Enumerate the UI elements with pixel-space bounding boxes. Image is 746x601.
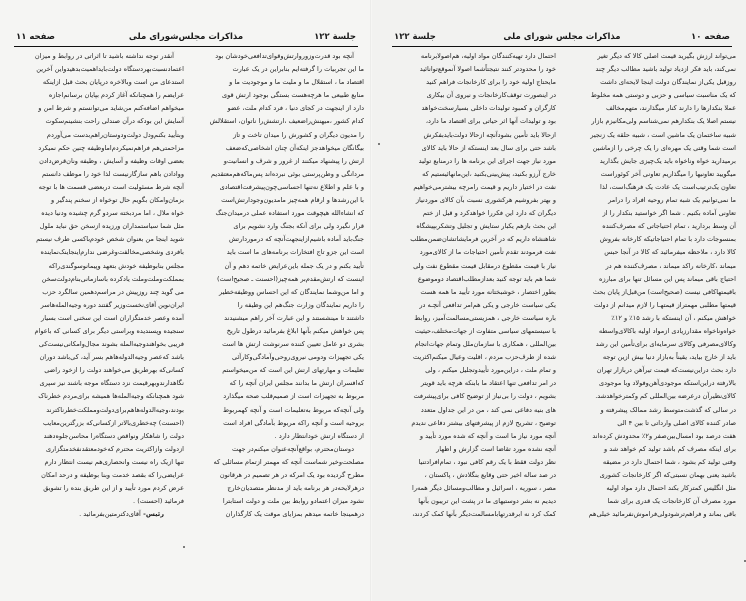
text-column-right [196, 50, 364, 521]
text-line: عرض کردم مورد تأیید و از این طریق بنده را تشویق [43, 484, 184, 493]
text-line: مردانگی و وطن‌پرستی بوئی نبرده‌اند پس‌ما‌که‌هم‌معتقدیم [210, 169, 364, 178]
text-line: در اینصورت توقف‌کارخانجات و نیروی آن بیکاری [426, 91, 556, 100]
page-header [14, 30, 358, 47]
text-line: مربوط به تجهیزات است از صمیم‌قلب صحه میگذارد [223, 392, 364, 401]
speaker-line [12, 508, 184, 521]
text-line: بزمان‌وامکان بگویم حال توخواه از سخنم پندگیر و [50, 196, 184, 205]
text-line: شوید اینجا من بعنوان شخص خودم‌باکسی طرف نیستم [36, 235, 184, 244]
text-line: صادر کننده کالای اصلی وارداتی تا بین ۴ الی [617, 418, 736, 427]
text-line: است شما وقتی یک مهره‌ای را یک چرخی را ازماشین [592, 143, 736, 152]
text-line: مصر ، سوریه ، اسرائیل و مطالب‌ومسائل دیگر همه‌را [412, 484, 556, 493]
text-line: شود همچنانکه وجیه‌المله‌ها همیشه برای‌مردم خطرناک [38, 392, 184, 401]
text-line: احتیاج باقی میماند پس این مسائل تنها برای مبارزه [599, 274, 736, 283]
text-line: روزقبل یکی‌از نمایندگان دولت اینجا لایحه‌ای داشت [600, 78, 736, 87]
text-line: آنچه بود قدرت‌وزورو‌ارتش‌وقوای‌تدافعی‌خودشان بود [215, 52, 354, 60]
text-line: مورد نیاز جهت اجرای این برنامه ها را درمنابع تولید [418, 156, 556, 165]
text-line: تعاونی آماده بکنیم . شما اگر خواستید بنکدار را از [602, 209, 736, 218]
text-line: را مدیون دیگران و کشورش را میدان تاخت و تاز [233, 130, 364, 139]
text-line: عرایضی‌را که بقصد خدمت وبنا بوظیفه و درحد امکان [41, 471, 184, 479]
scan-speck [378, 143, 380, 145]
text-line: ازدولت وازاکثریت محترم که‌خودمعتقد‌نفخدمتگزاری [46, 444, 184, 453]
text-line: بین‌المللی ، همکاری با سازمان‌ملل وتمام جهات‌انجام [414, 340, 556, 349]
text-line: نمی‌کند، باید فکر ازدیاد تولید باشید مطالب دیگر چند [595, 65, 736, 74]
text-line: دیگران که دارد این فکررا خواهدکرد و قبل از ختم [422, 209, 556, 218]
text-line: نظر دولت فقط با یک رقم کافی نبود ، تمام‌افرادتنیا [418, 457, 556, 466]
text-line: فریبی بخواهندوجیه‌المله بشوند مجال‌وامکانی‌نیست‌کی [38, 340, 184, 349]
text-line: درهمینجا خاتمه میدهم بمزایای موقت یک کارگذاران [225, 510, 364, 519]
text-line: عملا بنکدارها را دارند کنار میگذارند، متهم‌مخالف [606, 104, 736, 113]
text-line: اینست که ارتش‌مقدم‌بر همه‌چیز(احسنت ـ صحیح‌است) [216, 274, 364, 283]
text-line: از دستگاه ارتش خودانتظار دارد . [274, 431, 364, 440]
text-line: ما این تجربیات را گرفته‌ایم بنابراین در یک عبارت [232, 65, 364, 74]
speaker-text: آقای‌دکترمتین‌بفرمائید . [79, 510, 141, 519]
text-line: وکالای‌مصرفی وکالای سرمایه‌ای برای‌تأمین این رشد [595, 340, 736, 349]
text-line: مثل انگلیس کمترکار بکند احتمال دارد مواد اولیه [606, 484, 736, 493]
text-line: دوستان‌محترم، بواقع‌آنچه‌عنوان میکنم‌در جهت [232, 444, 354, 453]
text-line: اعتمادنسبت‌بهر‌دستگاه دولت‌بایداهمیت‌بدهیدواین آخرین [36, 65, 184, 74]
text-line: خواه ملال ، اما مردبخته سردو گرم چشیده ودنیا دیده [41, 209, 184, 218]
text-line: می گوید چند روزپیش در مراسم‌دهمین سالگرد حزب [42, 287, 184, 296]
text-line: کالای‌نظیر‌آن درعرضه بین‌المللی کم وکمترخواهدشد. [595, 392, 736, 401]
text-line: شما هم باید توجه کنید بعدازمطلب‌اقتصاد دوموضوع [417, 274, 556, 283]
page-right [372, 0, 746, 601]
text-line: و بهتر بفروشیم هرکشوری نسبت بآن کالای موردنیاز [415, 196, 556, 205]
text-column-left [12, 50, 184, 521]
text-line: آنچه مورد نیاز ما است و آنچه که شده مورد تأیید و [419, 431, 556, 440]
text-line: کسانی‌که بهرطریق می‌خواهند دولت را ازخود راضی [44, 366, 184, 375]
text-column-left [380, 50, 556, 521]
text-line: مطرح گردیده بود یک امرکه در هر تصمیم در هرقانون [219, 471, 364, 479]
text-line: مجلس بنابوظیفه خودش بتعهد وپیمانوسوگندی‌راکه [48, 261, 184, 270]
speaker-label: رئیس- [140, 510, 164, 519]
text-line: آمده وعصر خدمتگزاران است این سخنی است بسیار [41, 313, 184, 322]
text-line: (احسنت) چه‌خطری‌بالاتر ازکسانی‌که بزرگترین‌معایب [42, 418, 184, 427]
text-line: نفت فرمودند تقدم تأمین احتیاجات ما از کالای‌مورد [419, 248, 556, 257]
text-line: کدام کشور ،میهنش‌راضعیف ،ارتشش‌را ناتوان، استقلالش [209, 117, 364, 126]
text-line: در امر تدافعی تنها اعتقاد ما بابنکه هرچه باید قویتر [420, 379, 556, 388]
text-line: بمملکت‌وملت‌وملت یادکرده باسازمانی‌بنام‌دولت‌سخن [41, 274, 184, 283]
text-line: آنچه نشده مورد تقاضا است گزارش و اظهار [436, 444, 556, 453]
text-line: تعلیمات و مهارتهای ارتش این است که من‌میخواستم [222, 366, 364, 375]
running-title: مذاکرات مجلس‌شورای ملی [128, 32, 244, 42]
text-line: در صد ساله اخیر حتی وقایع بنگلادش ، پاکستان ، [424, 471, 556, 479]
text-line: جنگ‌باید آماده باشیم‌ازاینجهت‌آنچه که درموردارتش [228, 235, 364, 244]
text-line: بمنسوجات دارد با تمام احتیاجاتیکه کارخانه بفروش [599, 235, 736, 244]
text-line: فرمائید (احسنت) . [133, 497, 184, 506]
text-line: آن وسط بردارید ، تمام احتیاجاتی که مصرف‌کننده [602, 222, 736, 231]
text-line: باره سیاست خارجی ، همزیستی‌مسالمت‌آمیز، روابط [414, 313, 556, 322]
text-line: با سیستمهای سیاسی متفاوت از جهات‌مختلف،حیثیت [414, 326, 556, 335]
text-line: درهرلایحه‌در هر برنامه باید از مدنظر متصدیان‌خارج [227, 484, 364, 493]
text-line: که‌افسران ارتش ما بدانند مجلس ایران آنچه را که [229, 379, 364, 388]
text-line: شده از طرف‌حزب مردم ، اقلیت وعیال میکنم‌اکثریت [412, 353, 556, 362]
text-line: خود را محدودتر کنند نتیجتاًشما اصولا آنموقع‌توانائید [419, 65, 556, 74]
text-line: بشویم ، دولت را بی‌نیاز از توضیح کافی برای‌پیشرفت [413, 392, 556, 401]
text-line: با این‌رشدها و ارقام همه‌چیز مامدیون‌وجود‌ارتش‌است [221, 196, 364, 205]
text-line: وقتی تولید کم بشود ، شما احتمال دارد در مضیقه [602, 457, 736, 466]
text-line: کالا دارد ، ملاحظه میفرمائید که کالا در آنجا حبس [604, 248, 736, 257]
text-line: احتمال دارد تهیه‌کنندگان مواد اولیه، هم‌اصولابرنامه [420, 52, 556, 60]
text-line: ایران‌نوین آقای‌نخست‌وزیر گفتند دوره وجیه‌المله‌هاسر [40, 300, 184, 309]
text-column-right [566, 50, 736, 521]
text-line: مورد مصرف آن کارخانجات یک قدری برای شما [607, 497, 736, 506]
text-line: دیدیم نه بشر دوستیهای ما در پشت این تریبون بآنها [418, 497, 556, 506]
text-line: است این جزو تاج افتخارات برنامه‌های ما است باید [226, 248, 364, 257]
text-line: شاهنشاه داریم که در آخرین فرمایشاتشان‌ضمن‌مطلب [410, 235, 556, 244]
text-line: میخواهم اضافه‌کنم من‌شاید می‌توانستم و شرط امن و [38, 104, 184, 113]
text-line: توضیح ، تشریح لازم از پیشرفتهای بیشتر دفاعی ندیدم [411, 418, 556, 427]
text-line: دارد از اینجهت در کجای دنیا ، فرد کدام ملت، عضو [227, 104, 364, 113]
text-line: باشید یعنی بهمان نسبتی‌که اگر کارخانجات کشوری [599, 471, 736, 479]
text-line: قرار نگیرد ولی برای آنکه بجنگ وارد نشویم برای [233, 222, 364, 231]
text-line: در سالی که گذشت‌متوسط رشد ممالک پیشرفته و [600, 405, 736, 414]
text-line: دارد بحث دراین‌نیست‌که قیمت تیرآهن دربازار تهران [596, 366, 736, 375]
text-line: اقتصاد ما ، استقلال ما و ملیت ما و موجودیت ما و [229, 78, 364, 87]
text-line: میگویید تعاونیها را میگذاریم تعاونی آخر کوئوراست [600, 169, 736, 178]
text-line: بالارفته دراین‌استکه موجودی‌آهن‌وفولاد وبا موجودی [598, 379, 736, 388]
text-line: سنجیده وپسندیده وبراستی دیگر برای کسانی که باعوام [34, 326, 184, 335]
text-line: برمیدارید خواه وناخواه باید یک‌چیزی جایش بگذارید [599, 156, 736, 165]
text-line: را داریم نمایندگان وزارت جنگ‌هم این وظیفه را [237, 300, 364, 309]
text-line: باقیمتهاکافی نیست (صحیح‌است) من‌قبل‌از پایان بحث [592, 287, 736, 296]
text-line: تأیید بکنم و در یک جمله باین‌عرایض خاتمه دهم و آن [224, 261, 364, 270]
session-number: جلسة ۱۲۲ [394, 32, 436, 42]
text-line: بود و تولیدات آنها اثر حیاتی برای اقتصاد ما دارد، [425, 117, 556, 126]
text-line: باشد که‌عصر وجیه‌الدوله‌هاهم بسر آید، کی‌باشد دوران [39, 353, 184, 362]
text-line: مصلحت‌وخیر شماست آنچه که مهمتر ازتمام مسائلی که [213, 457, 364, 466]
text-line: بشری دو عامل تعیین کننده سرنوشت ارتش ها است [222, 340, 364, 349]
text-line: این بحث بازهم یکبار ستایش و تجلیل وتشکربپیشگاه [416, 222, 556, 231]
text-line: که یک مناسبت سیاسی و حزبی و دوستی همه مخلوط [590, 91, 736, 100]
running-title: مذاکرات مجلس شورای ملی [503, 32, 621, 42]
text-line: مثل شما سیاستمداران ورزیده ازسخن حق نباید ملول [39, 222, 184, 231]
text-line: تنها ازیک راه نیست وانحصاری‌هم نیست انتظار دارم [44, 457, 184, 466]
text-line: و با علم و اطلاع نه‌تنها احساسی‌چون‌پیشرفت‌اقتصادی [219, 182, 364, 191]
text-line: برای اینکه مصرف کم باشد تولید کم خواهد شد و [604, 444, 736, 453]
text-line: هفت درصد بود امسال‌بین‌صفر و۲٪ محدودش کرده‌اند [592, 431, 736, 440]
text-line: آنچه شرط مسئولیت است دربعضی قسمت ها با توجه [38, 182, 184, 191]
text-line: کمک کرد نه ابرقدرتهابامسالمت‌دیگر بآنها کمک کردند، [412, 510, 556, 519]
page-left [0, 0, 372, 601]
text-line: بیگانگان میخواهد‌جز اینکه‌آن چنان اشخاصی‌که‌ضعف [225, 143, 364, 152]
text-line: خارج آرزو بکنید، پیش‌بینی‌بکنید ،این‌مانهائیستیم که [422, 169, 556, 178]
text-line: مزاحمتی‌هم فراهم‌نمیکردم‌اماوظیفه چنین حکم نمیکرد [38, 143, 184, 152]
page-number: صفحه ۱۰ [691, 32, 730, 42]
text-line: باشد حتی برای سال بعد اینستکه از حالا باید کالای [421, 143, 556, 152]
text-line: که انشاءالله هیچوقت مورد استفاده عملی درمیدان‌جنگ [215, 209, 364, 218]
text-line: آنقدر توجه نداشته باشید تا اثراتی در روابط و میزان [34, 52, 174, 60]
text-line: های بنیه دفاعی نمی کند ، من در این جداول متعدد [420, 405, 556, 414]
text-line: خواه‌وناخواه مقدارزیادی ازمواد اولیه باکالای‌واسطه [598, 326, 736, 335]
text-line: می‌تواند ارزش بگیرید قیمت اصلی کالا که دیگر تغیر [597, 52, 736, 60]
text-line: نیستم اصلا یک بنکدارهم نمی‌شناسم ولی‌مکانیزم بازار [591, 117, 736, 126]
text-line: عرایضم را همچنانکه آغاز کردم بپایان برسانم‌اجازه [48, 91, 184, 100]
text-line: باقی بماند و فراهم‌ترشودولی‌فراموش‌نفرمائید خیلی‌هم [588, 510, 736, 519]
text-line: باید از خارج بیاید، یقیناً به‌بازار دنیا بیش ازین توجه [602, 353, 736, 362]
text-line: بافردی وشخصی‌مخالفت‌وغرضی ندارم‌اینجاینک‌نماینده [40, 248, 184, 257]
session-number: جلسة ۱۲۲ [314, 32, 356, 42]
text-line: و تمام ملت ، دراین‌مورد تأییدوتجلیل میکنم ، ولی [425, 366, 556, 375]
text-line: نشود میزان اعتماد‌و روابط بین ملت و دولت استابترا [222, 497, 364, 506]
text-line: بروحیه است و آنچه را‌که مربوط بآمادگی افراد است [223, 418, 364, 427]
text-line: نیاز با قیمت مقطوع درمقابل قیمت مقطوع نفت ولی [413, 261, 556, 270]
text-line: و اما من‌وشما نمایندگان که این احساس ووظیفه‌خطیر [218, 287, 364, 296]
text-line: استدعای من است وبالاخره درپایان بحث قبل ازاینکه [42, 78, 184, 87]
text-line: تعاون یک‌ترتیب‌است یک عادت یک فرهنگ‌است، لذا [600, 182, 736, 191]
text-line: ووادادن باهم سازگار‌نیست لذا خود را موظف دانستم [42, 169, 184, 178]
text-line: ولی آنچه‌که مربوط به‌تعلیمات است و آنچه کهمربوط [222, 405, 364, 414]
page-number: صفحه ۱۱ [16, 32, 55, 42]
text-line: شبیه ساختمان یک ماشین است ، شبیه حلقه یک زنجیر [590, 130, 736, 139]
text-line: دولت را شاهکار ونواقص دستگاه‌را محاسن‌جلوه‌دهند [43, 431, 184, 440]
text-line: یکی سیاست خارجی و یکی هم‌امر تدافعی آنچـه در [419, 300, 556, 309]
scan-speck [183, 546, 185, 548]
text-line: وبتأیید بکنم‌ودل دولت‌ودوستان‌راهم‌بدست می‌آوردم [46, 130, 184, 139]
text-line: بعضی اوقات وظیفه و آسایش ، وظیفه ونان‌قرض‌دادن [39, 156, 184, 165]
text-line: نگاهدارندوبهرقیمت نزد دستگاه موجه باشند نیز سپری [39, 379, 184, 388]
text-line: نفت در اختیار داریم و قیمت رامرچه بیشترمی‌خواهیم [413, 182, 556, 191]
text-line: ارتش را پیشنهاد میکنند از غرور و شرف و انسانیت‌و [223, 156, 364, 165]
text-line: بودند،وجیه‌الدوله‌هاهم‌برای‌دولت‌ومملکت‌خطرناکترند [46, 405, 184, 414]
text-line: یکی تجهیزات ودومی نیروی‌روحی‌وآمادگی‌وکارآئی [231, 353, 364, 362]
text-line: منابع طبیعی ما هرچه‌هست بستگی بوجود ارتش قوی [221, 91, 364, 100]
text-line: پس خواهش میکنم بآنها ابلاغ بفرمائید درطول تاریخ [226, 326, 364, 335]
text-line: بطور اختصار ، خوشبختانه مورد تأیید ما همه هست [420, 287, 556, 296]
text-line: ما نمی‌توانیم یک شبه تمام روحیه افراد را درامر [608, 196, 736, 205]
text-line: آسایش این بودکه درآن صندلی راحت بنشینم‌سکوت [45, 117, 184, 126]
text-line: ازحالا باید تأمین بشودآنچه ازحالا دولت‌بایدبفکرش [423, 130, 556, 139]
text-line: داشتند تا مینشستند و این عبارت آخر راهم میشنیدند [224, 313, 364, 322]
text-line: مایحتاج اولیه خود را برای کارخانجات فراهم کنید [426, 78, 556, 87]
page-header [392, 30, 732, 47]
text-line: میماند ،کارخانه راکد میماند ، مصرف‌کننده هم در [605, 261, 736, 270]
text-line: کارگران و کمبود تولیدات داخلی بسیارسخت‌خواهد [421, 104, 556, 113]
text-line: خواهش میکنم ، آن اینستکه با رشد ۱۵٪ و ۱۲٪ [611, 313, 736, 322]
text-line: قیمتها مطلبی مهمتراز قیمتهـا را لازم میدانم از دولت [593, 300, 736, 309]
